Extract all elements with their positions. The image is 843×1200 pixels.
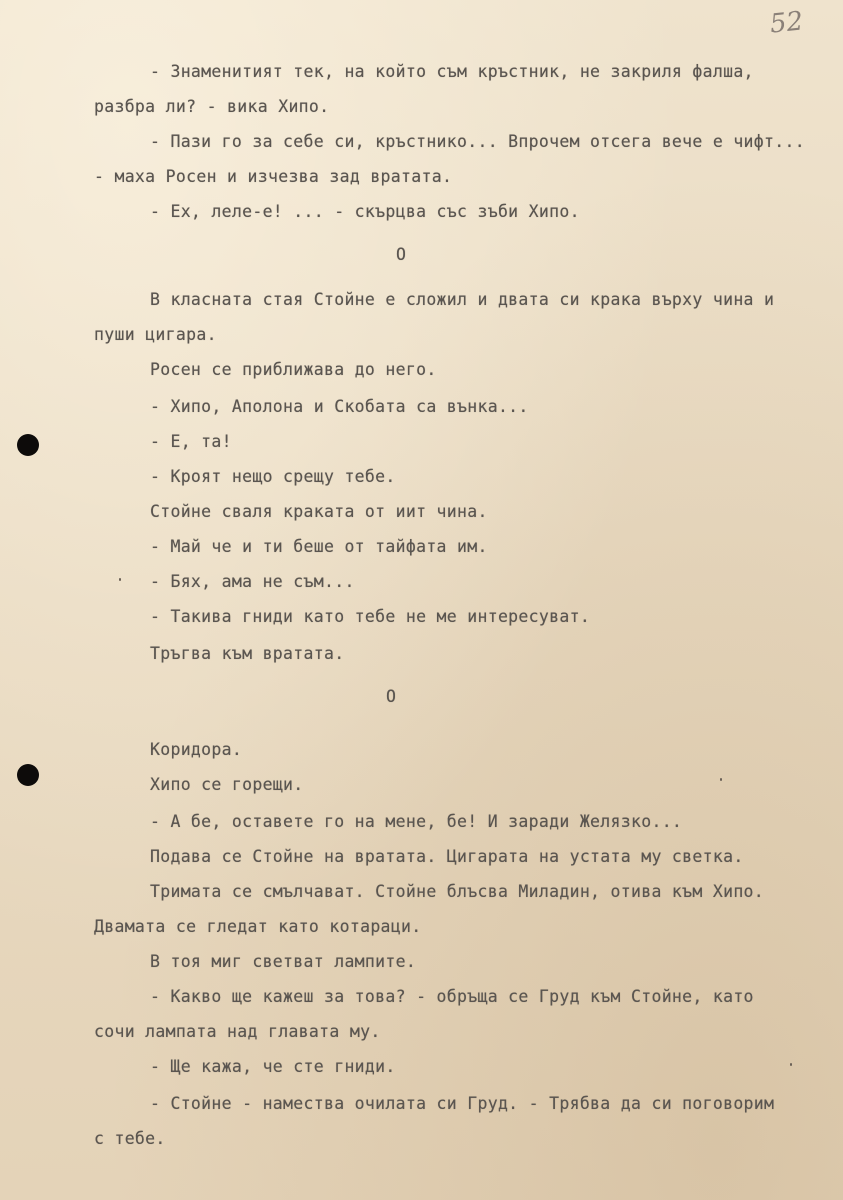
text-line: Тримата се смълчават. Стойне блъсва Миладин, отива към Хипо. xyxy=(150,882,765,901)
text-line: - А бе, оставете го на мене, бе! И заради Желязко... xyxy=(150,812,683,831)
punch-hole xyxy=(17,434,39,456)
text-line: - Такива гниди като тебе не ме интересуват. xyxy=(150,607,591,626)
text-line: - Знаменитият тек, на който съм кръстник, не закриля фалша, xyxy=(150,62,754,81)
text-line: - Май че и ти беше от тайфата им. xyxy=(150,537,488,556)
scene-separator: О xyxy=(386,687,397,706)
punch-hole xyxy=(17,764,39,786)
text-line: Коридора. xyxy=(150,740,243,759)
scene-separator: О xyxy=(396,245,407,264)
text-line: Тръгва към вратата. xyxy=(150,644,345,663)
text-line: сочи лампата над главата му. xyxy=(94,1022,381,1041)
text-line: В тоя миг светват лампите. xyxy=(150,952,417,971)
handwritten-page-number: 52 xyxy=(768,6,805,40)
ink-speck xyxy=(790,1063,792,1066)
text-line: - Какво ще кажеш за това? - обръща се Груд към Стойне, като xyxy=(150,987,754,1006)
ink-speck xyxy=(119,578,121,581)
text-line: - Кроят нещо срещу тебе. xyxy=(150,467,396,486)
text-line: разбра ли? - вика Хипо. xyxy=(94,97,330,116)
text-line: - маха Росен и изчезва зад вратата. xyxy=(94,167,453,186)
text-line: - Ще кажа, че сте гниди. xyxy=(150,1057,396,1076)
text-line: - Пази го за себе си, кръстнико... Впрочем отсега вече е чифт... xyxy=(150,132,805,151)
text-line: Подава се Стойне на вратата. Цигарата на устата му светка. xyxy=(150,847,744,866)
text-line: - Стойне - намества очилата си Груд. - Трябва да си поговорим xyxy=(150,1094,775,1113)
text-line: - Ех, леле-е! ... - скърцва със зъби Хипо. xyxy=(150,202,580,221)
text-line: - Хипо, Аполона и Скобата са вънка... xyxy=(150,397,529,416)
text-line: Росен се приближава до него. xyxy=(150,360,437,379)
text-line: с тебе. xyxy=(94,1129,166,1148)
text-line: Стойне сваля краката от иит чина. xyxy=(150,502,488,521)
text-line: Хипо се горещи. xyxy=(150,775,304,794)
text-line: - Бях, ама не съм... xyxy=(150,572,355,591)
ink-speck xyxy=(720,778,722,781)
text-line: - Е, та! xyxy=(150,432,232,451)
text-line: В класната стая Стойне е сложил и двата си крака върху чина и xyxy=(150,290,775,309)
text-line: пуши цигара. xyxy=(94,325,217,344)
text-line: Двамата се гледат като котараци. xyxy=(94,917,422,936)
